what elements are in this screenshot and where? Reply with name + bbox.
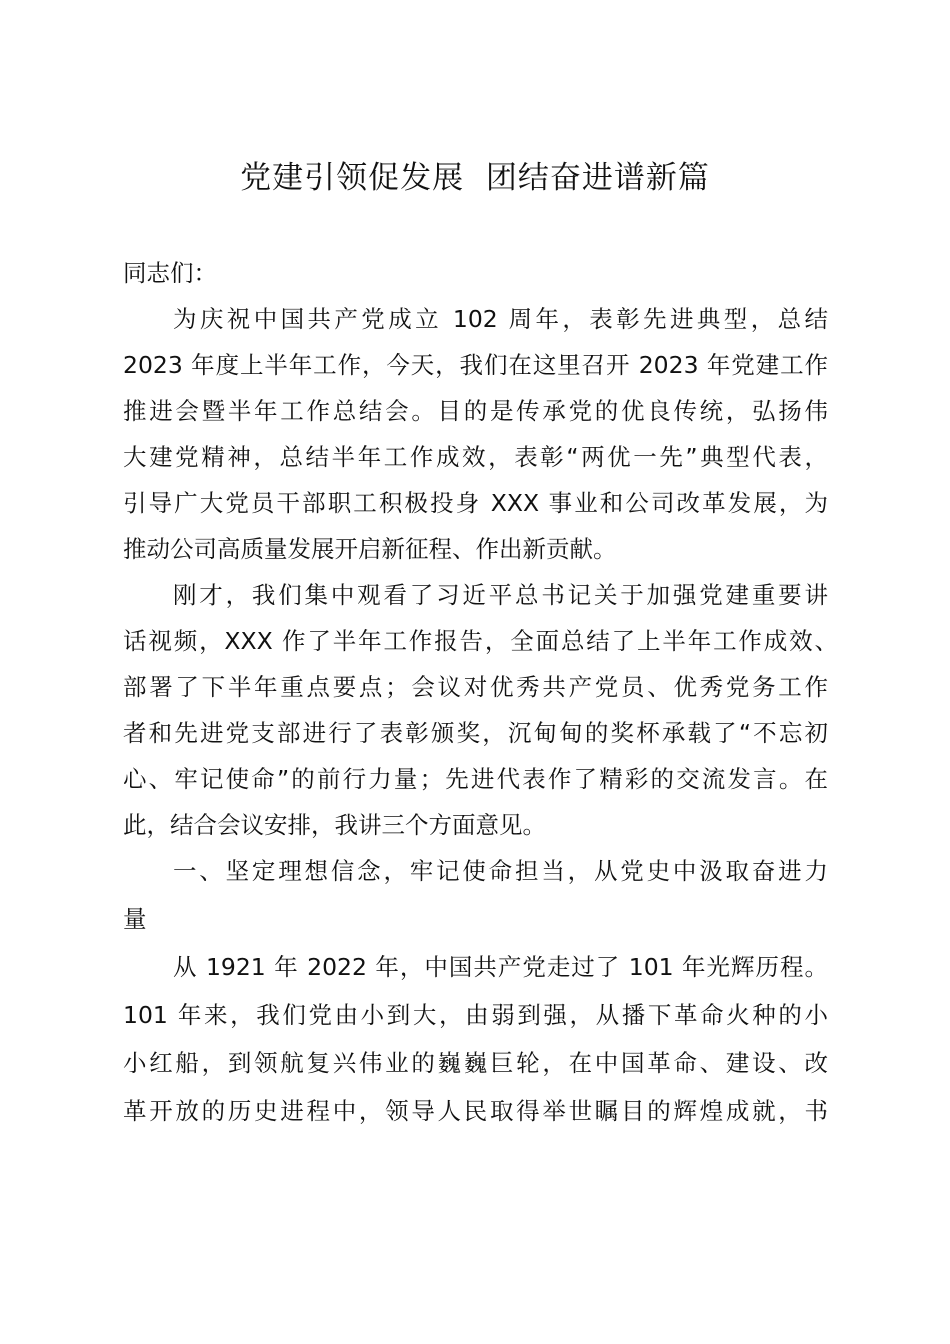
paragraph-line: 革开放的历史进程中，领导人民取得举世瞩目的辉煌成就，书 (123, 1097, 828, 1125)
paragraph-line: 推进会暨半年工作总结会。目的是传承党的优良传统，弘扬伟 (123, 397, 828, 425)
paragraph-line: 小红船，到领航复兴伟业的巍巍巨轮，在中国革命、建设、改 (123, 1049, 828, 1077)
paragraph-line: 2023 年度上半年工作，今天，我们在这里召开 2023 年党建工作 (123, 351, 828, 379)
paragraph-line: 心、牢记使命”的前行力量；先进代表作了精彩的交流发言。在 (123, 765, 828, 793)
paragraph-line: 者和先进党支部进行了表彰颁奖，沉甸甸的奖杯承载了“不忘初 (123, 719, 828, 747)
paragraph-line: 引导广大党员干部职工积极投身 XXX 事业和公司改革发展，为 (123, 489, 828, 517)
paragraph-line: 话视频，XXX 作了半年工作报告，全面总结了上半年工作成效、 (123, 627, 838, 655)
paragraph-line: 刚才，我们集中观看了习近平总书记关于加强党建重要讲 (173, 581, 828, 609)
document-title: 党建引领促发展 团结奋进谱新篇 (240, 160, 710, 196)
salutation: 同志们： (123, 259, 217, 287)
paragraph-line: 此，结合会议安排，我讲三个方面意见。 (123, 811, 546, 839)
paragraph-line: 大建党精神，总结半年工作成效，表彰“两优一先”典型代表， (123, 443, 828, 471)
paragraph-line: 为庆祝中国共产党成立 102 周年，表彰先进典型，总结 (173, 305, 828, 333)
paragraph-line: 推动公司高质量发展开启新征程、作出新贡献。 (123, 535, 617, 563)
section-heading-line: 量 (123, 905, 147, 933)
paragraph-line: 部署了下半年重点要点；会议对优秀共产党员、优秀党务工作 (123, 673, 828, 701)
section-heading-line: 一、坚定理想信念，牢记使命担当，从党史中汲取奋进力 (173, 857, 828, 885)
paragraph-line: 从 1921 年 2022 年，中国共产党走过了 101 年光辉历程。 (173, 953, 828, 981)
paragraph-line: 101 年来，我们党由小到大，由弱到强，从播下革命火种的小 (123, 1001, 828, 1029)
